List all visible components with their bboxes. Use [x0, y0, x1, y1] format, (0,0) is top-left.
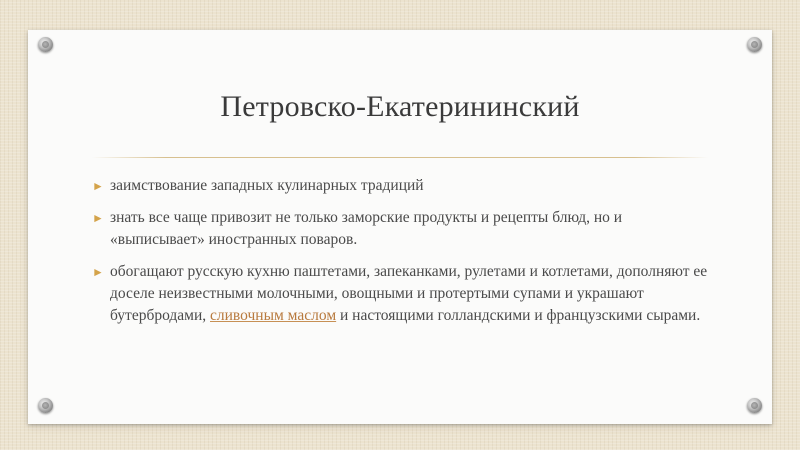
- bullet-text: знать все чаще привозит не только заморские продукты и рецепты блюд, но и «выписывает» иностранных поваров.: [110, 209, 623, 248]
- bullet-item: [92, 207, 712, 251]
- triangle-bullet-icon: ►: [92, 179, 104, 193]
- slide-card: [28, 30, 772, 424]
- bullet-list: [92, 175, 712, 337]
- slide-title: Петровско-Екатерининский: [220, 90, 580, 123]
- triangle-bullet-icon: ►: [92, 211, 104, 225]
- bullet-text-after: и настоящими голландскими и французскими сырами.: [336, 307, 701, 324]
- pushpin-icon: [38, 37, 53, 52]
- bullet-item: [92, 261, 712, 327]
- pushpin-icon: [747, 37, 762, 52]
- bullet-text-before: обогащают русскую кухню паштетами, запеканками, рулетами и котлетами, дополняют ее доселе неизвестными молочными, овощными и протертыми супами и украшают бутербродами,: [110, 263, 708, 324]
- bullet-text: заимствование западных кулинарных традиций: [110, 177, 424, 194]
- bullet-item: [92, 175, 712, 197]
- triangle-bullet-icon: ►: [92, 265, 104, 279]
- title-divider: [92, 157, 708, 158]
- butter-link[interactable]: сливочным маслом: [210, 307, 337, 324]
- pushpin-icon: [38, 398, 53, 413]
- pushpin-icon: [747, 398, 762, 413]
